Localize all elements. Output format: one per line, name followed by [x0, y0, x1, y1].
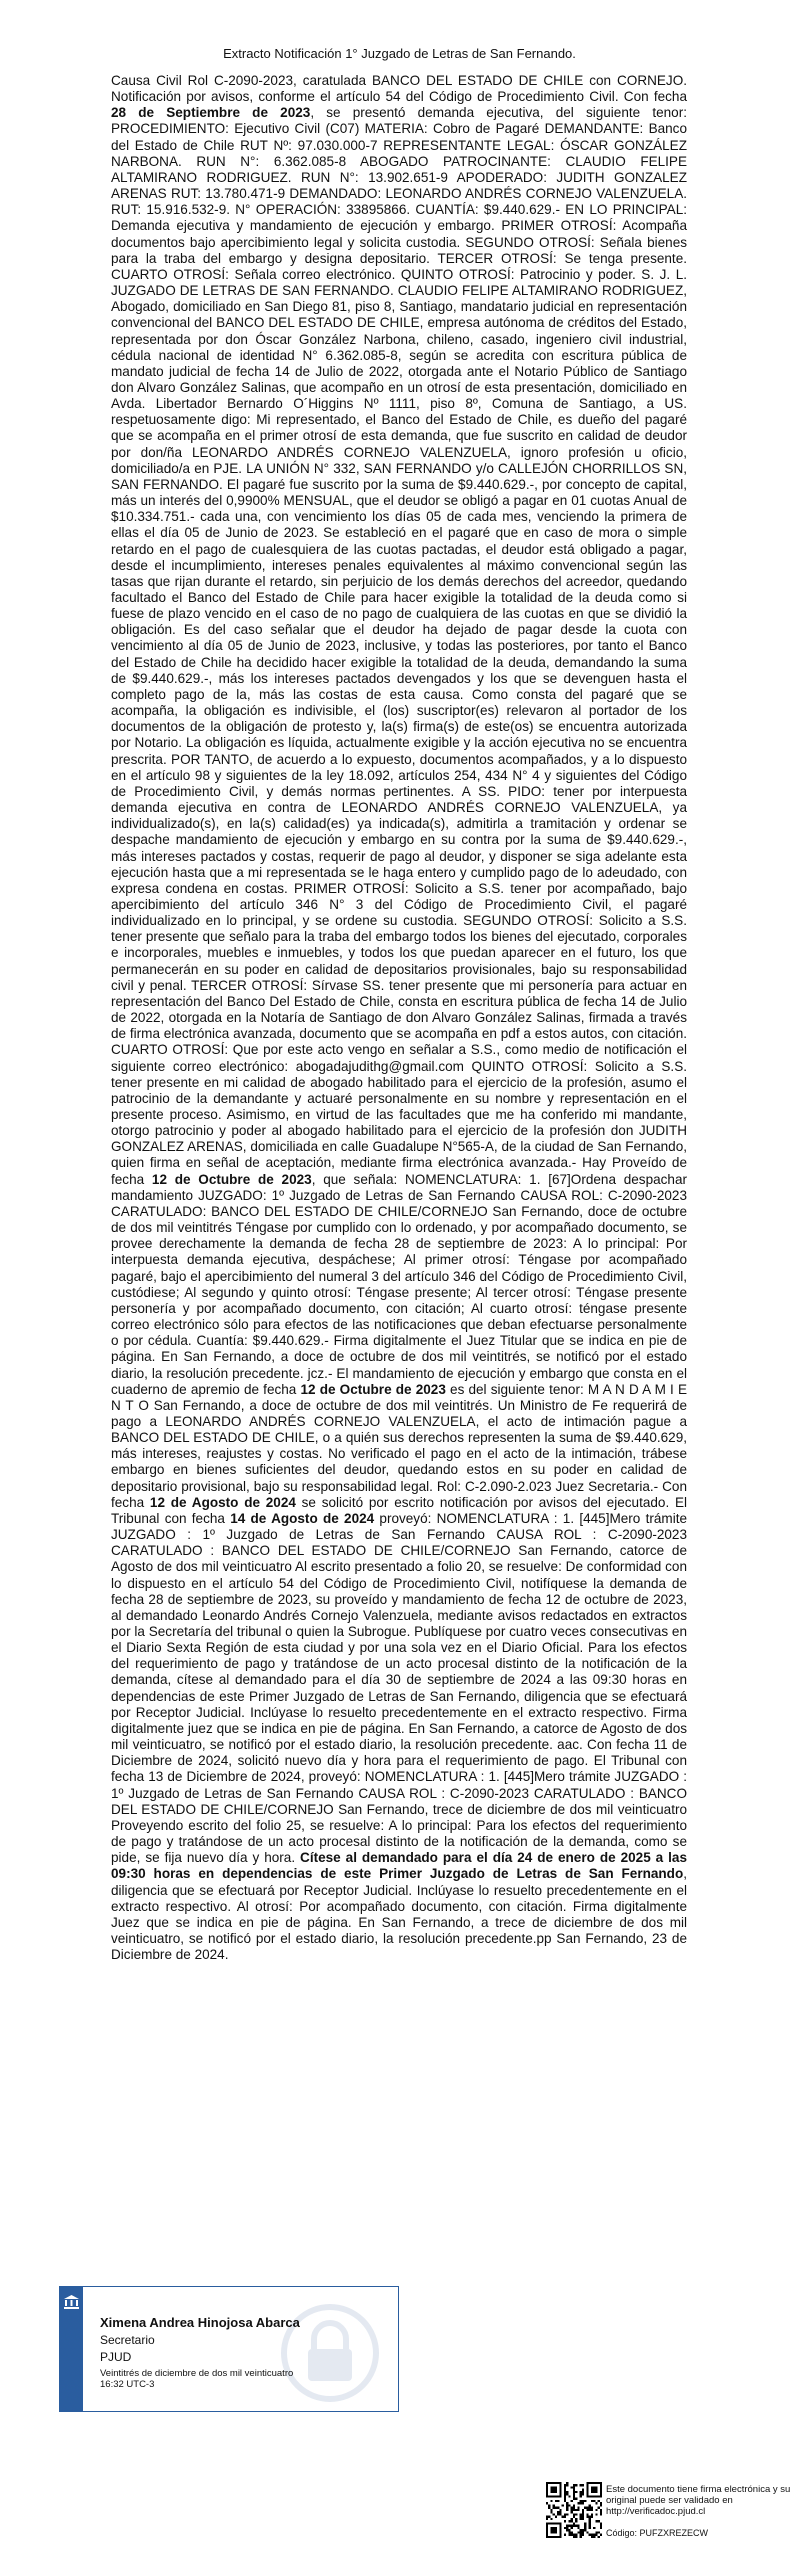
- signer-organization: PJUD: [100, 2350, 132, 2364]
- verification-code: Código: PUFZXREZECW: [606, 2528, 709, 2538]
- signature-timestamp: [100, 2368, 300, 2390]
- notice-date: 12 de Octubre de 2023: [300, 1381, 446, 1397]
- courthouse-icon: [64, 2295, 79, 2309]
- notice-text: proveyó: NOMENCLATURA : 1. [445]Mero trámite JUZGADO : 1º Juzgado de Letras de San Fernando CAUSA ROL : C-2090-2023 CARATULADO : BANCO DEL ESTADO DE CHILE/CORNEJO San Fernando, catorce de Agosto de dos mil veinticuatro Al escrito presentado a folio 20, se resuelve: De conformidad con lo dispuesto en el artículo 54 del Código de Procedimiento Civil, notifíquese la demanda de fecha 28 de septiembre de 2023, su proveído y mandamiento de fecha 12 de octubre de 2023, al demandado Leonardo Andrés Cornejo Valenzuela, mediante avisos redactados en extractos por la Secretaría del tribunal o quien la Subrogue. Publíquese por cuatro veces consecutivas en el Diario Sexta Región de esta ciudad y por una sola vez en el Diario Oficial. Para los efectos del requerimiento de pago y tratándose de un acto procesal distinto de la notificación de la demanda, cítese al demandado para el día 30 de septiembre de 2024 a las 09:30 horas en dependencias de este Primer Juzgado de Letras de San Fernando, diligencia que se efectuará por Receptor Judicial. Inclúyase lo resuelto precedentemente en el extracto respectivo. Firma digitalmente juez que se indica en pie de página. En San Fernando, a catorce de Agosto de dos mil veinticuatro, se notificó por el estado diario, la resolución precedente. aac. Con fecha 11 de Diciembre de 2024, solicitó nuevo día y hora para el requerimiento de pago. El Tribunal con fecha 13 de Diciembre de 2024, proveyó: NOMENCLATURA : 1. [445]Mero trámite JUZGADO : 1º Juzgado de Letras de San Fernando CAUSA ROL : C-2090-2023 CARATULADO : BANCO DEL ESTADO DE CHILE/CORNEJO San Fernando, trece de diciembre de dos mil veinticuatro Proveyendo escrito del folio 25, se resuelve: A lo principal: Para los efectos del requerimiento de pago y tratándose de un acto procesal distinto de la notificación de la demanda, como se pide, se fija nuevo día y hora.: [111, 1510, 687, 1866]
- notice-date: 12 de Octubre de 2023: [151, 1171, 312, 1187]
- verification-text: Este documento tiene firma electrónica y su original puede ser validado en http://verificadoc.pjud.cl: [606, 2484, 791, 2517]
- notice-title: Extracto Notificación 1° Juzgado de Letras de San Fernando.: [223, 46, 576, 61]
- notice-text: , que señala: NOMENCLATURA: 1. [67]Ordena despachar mandamiento JUZGADO: 1º Juzgado de Letras de San Fernando CAUSA ROL: C-2090-2023 CARATULADO: BANCO DEL ESTADO DE CHILE/CORNEJO San Fernando, doce de octubre de dos mil veintitrés Téngase por cumplido con lo ordenado, y por acompañado documento, se provee derechamente la demanda de fecha 28 de septiembre de 2023: A lo principal: Por interpuesta demanda ejecutiva, despáchese; Al primer otrosí: Téngase por acompañado pagaré, bajo el apercibimiento del numeral 3 del artículo 346 del Código de Procedimiento Civil, custódiese; Al segundo y quinto otrosí: Téngase presente; Al tercer otrosí: Téngase presente personería y por acompañado documento, con citación; Al cuarto otrosí: téngase presente correo electrónico sólo para efectos de las notificaciones que deban efectuarse personalmente o por cédula. Cuantía: $9.440.629.- Firma digitalmente el Juez Titular que se indica en pie de página. En San Fernando, a doce de octubre de dos mil veintitrés, se notificó por el estado diario, la resolución precedente. jcz.- El mandamiento de ejecución y embargo que consta en el cuaderno de apremio de fecha: [111, 1171, 688, 1397]
- signature-accent-bar: [60, 2287, 83, 2411]
- signature-time: 16:32 UTC-3: [100, 2379, 155, 2390]
- notice-text: , diligencia que se efectuará por Receptor Judicial. Inclúyase lo resuelto precedentemente en el extracto respectivo. Al otrosí: Por acompañado documento, con citación. Firma digitalmente Juez que se indica en pie de página. En San Fernando, a trece de diciembre de dos mil veinticuatro, se notificó por el estado diario, la resolución precedente.pp San Fernando, 23 de Diciembre de 2024.: [111, 1866, 687, 1963]
- qr-code-icon: [546, 2482, 602, 2538]
- notice-text: , se presentó demanda ejecutiva, del siguiente tenor: PROCEDIMIENTO: Ejecutivo Civil (C07) MATERIA: Cobro de Pagaré DEMANDANTE: Banco del Estado de Chile RUT Nº: 97.030.000-7 REPRESENTANTE LEGAL: ÓSCAR GONZÁLEZ NARBONA. RUN N°: 6.362.085-8 ABOGADO PATROCINANTE: CLAUDIO FELIPE ALTAMIRANO RODRIGUEZ. RUN N°: 13.902.651-9 APODERADO: JUDITH GONZALEZ ARENAS RUT: 13.780.471-9 DEMANDADO: LEONARDO ANDRÉS CORNEJO VALENZUELA. RUT: 15.916.532-9. N° OPERACIÓN: 33895866. CUANTÍA: $9.440.629.- EN LO PRINCIPAL: Demanda ejecutiva y mandamiento de ejecución y embargo. PRIMER OTROSÍ: Acompaña documentos bajo apercibimiento legal y solicita custodia. SEGUNDO OTROSÍ: Señala bienes para la traba del embargo y designa depositario. TERCER OTROSÍ: Se tenga presente. CUARTO OTROSÍ: Señala correo electrónico. QUINTO OTROSÍ: Patrocinio y poder. S. J. L. JUZGADO DE LETRAS DE SAN FERNANDO. CLAUDIO FELIPE ALTAMIRANO RODRIGUEZ, Abogado, domiciliado en San Diego 81, piso 8, Santiago, mandatario judicial en representación convencional del BANCO DEL ESTADO DE CHILE, empresa autónoma de créditos del Estado, representada por don Óscar González Narbona, chileno, casado, ingeniero civil industrial, cédula nacional de identidad N° 6.362.085-8, según se acredita con escritura pública de mandato judicial de fecha 14 de Julio de 2022, otorgada ante el Notario Público de Santiago don Alvaro González Salinas, que acompaño en un otrosí de esta presentación, domiciliado en Avda. Libertador Bernardo O´Higgins Nº 1111, piso 8º, Comuna de Santiago, a US. respetuosamente digo: Mi representado, el Banco del Estado de Chile, es dueño del pagaré que se acompaña en el primer otrosí de esta demanda, que fue suscrito en calidad de deudor por don/ña LEONARDO ANDRÉS CORNEJO VALENZUELA, ignoro profesión u oficio, domiciliado/a en PJE. LA UNIÓN N° 332, SAN FERNANDO y/o CALLEJÓN CHORRILLOS SN, SAN FERNANDO. El pagaré fue suscrito por la suma de $9.440.629.-, por concepto de capital, más un interés del 0,9900% MENSUAL, que el deudor se obligó a pagar en 01 cuotas Anual de $10.334.751.- cada una, con vencimiento los días 05 de cada mes, venciendo la primera de ellas el día 05 de Junio de 2023. Se estableció en el pagaré que en caso de mora o simple retardo en el pago de cualesquiera de las cuotas pactadas, el deudor está obligado a pagar, desde el incumplimiento, intereses penales equivalentes al máximo convencional según las tasas que rijan durante el retardo, sin perjuicio de los demás derechos del acreedor, quedando facultado el Banco del Estado de Chile para hacer exigible la totalidad de la deuda como si fuese de plazo vencido en el caso de no pago de cualquiera de las cuotas en que se dividió la obligación. Es del caso señalar que el deudor ha dejado de pagar desde la cuota con vencimiento al día 05 de Junio de 2023, inclusive, y todas las posteriores, por tanto el Banco del Estado de Chile ha decidido hacer exigible la totalidad de la deuda, demandando la suma de $9.440.629.-, más los intereses pactados devengados y los que se devenguen hasta el completo pago de la, más las costas de esta causa. Como consta del pagaré que se acompaña, la obligación es indivisible, el (los) suscriptor(es) relevaron al portador de los documentos de la obligación de protesto y, la(s) firma(s) de este(os) se encuentra autorizada por Notario. La obligación es líquida, actualmente exigible y la acción ejecutiva no se encuentra prescrita. POR TANTO, de acuerdo a lo expuesto, documentos acompañados, y a lo dispuesto en el artículo 98 y siguientes de la ley 18.092, artículos 254, 434 N° 4 y siguientes del Código de Procedimiento Civil, y demás normas pertinentes. A SS. PIDO: tener por interpuesta demanda ejecutiva en contra de LEONARDO ANDRÉS CORNEJO VALENZUELA, ya individualizado(s), en la(s) calidad(es) ya indicada(s), admitirla a tramitación y ordenar se despache mandamiento de ejecución y embargo en su contra por la suma de $9.440.629.-, más intereses pactados y costas, requerir de pago al deudor, y disponer se siga adelante esta ejecución hasta que a mi representada se le haga entero y cumplido pago de lo adeudado, con expresa condena en costas. PRIMER OTROSÍ: Solicito a S.S. tener por acompañado, bajo apercibimiento del artículo 346 N° 3 del Código de Procedimiento Civil, el pagaré individualizado en lo principal, y se ordene su custodia. SEGUNDO OTROSÍ: Solicito a S.S. tener presente que señalo para la traba del embargo todos los bienes del ejecutado, corporales e incorporales, muebles e inmuebles, y todos los que puedan aparecer en el futuro, los que permanecerán en su poder en calidad de depositarios provisionales, bajo su responsabilidad civil y penal. TERCER OTROSÍ: Sírvase SS. tener presente que mi personería para actuar en representación del Banco Del Estado de Chile, consta en escritura pública de fecha 14 de Julio de 2022, otorgada en la Notaría de Santiago de don Alvaro González Salinas, firmada a través de firma electrónica avanzada, documento que se acompaña en pdf a estos autos, con citación. CUARTO OTROSÍ: Que por este acto vengo en señalar a S.S., como medio de notificación el siguiente correo electrónico: abogadajudithg@gmail.com QUINTO OTROSÍ: Solicito a S.S. tener presente en mi calidad de abogado habilitado para el ejercicio de la profesión, asumo el patrocinio de la demandante y actuaré personalmente en su nombre y representación en el presente proceso. Asimismo, en virtud de las facultades que me ha conferido mi mandante, otorgo patrocinio y poder al abogado habilitado para el ejercicio de la profesión don JUDITH GONZALEZ ARENAS, domiciliada en calle Guadalupe N°565-A, de la ciudad de San Fernando, quien firma en señal de aceptación, mediante firma electrónica avanzada.- Hay Proveído de fecha: [111, 105, 687, 1187]
- notice-text: se solicitó por escrito notificación por avisos del ejecutado. El Tribunal con fecha: [111, 1494, 687, 1526]
- notice-date: 12 de Agosto de 2024: [149, 1494, 296, 1510]
- notice-date: 28 de Septiembre de 2023: [111, 105, 311, 121]
- signature-date: Veintitrés de diciembre de dos mil veinticuatro: [100, 2368, 294, 2379]
- notice-citation: Cítese al demandado para el día 24 de enero de 2025 a las 09:30 horas en dependencias de este Primer Juzgado de Letras de San Fernando: [111, 1850, 687, 1882]
- signer-role: Secretario: [100, 2333, 155, 2347]
- notice-text: Causa Civil Rol C-2090-2023, caratulada BANCO DEL ESTADO DE CHILE con CORNEJO. Notificación por avisos, conforme el artículo 54 del Código de Procedimiento Civil. Con fecha: [111, 73, 687, 105]
- notice-text: es del siguiente tenor: M A N D A M I E N T O San Fernando, a doce de octubre de dos mil veintitrés. Un Ministro de Fe requerirá de pago a LEONARDO ANDRÉS CORNEJO VALENZUELA, el acto de intimación pague a BANCO DEL ESTADO DE CHILE, o a quién sus derechos representen la suma de $9.440.629, más intereses, reajustes y costas. No verificado el pago en el acto de la intimación, trábese embargo en bienes suficientes del deudor, quedando estos en su poder en calidad de depositario provisional, bajo su responsabilidad legal. Rol: C-2.090-2.023 Juez Secretaria.- Con fecha: [111, 1381, 687, 1510]
- notice-date: 14 de Agosto de 2024: [230, 1510, 375, 1526]
- notice-body: [111, 73, 687, 1963]
- signer-name: Ximena Andrea Hinojosa Abarca: [100, 2315, 300, 2330]
- signature-box: [59, 2286, 399, 2412]
